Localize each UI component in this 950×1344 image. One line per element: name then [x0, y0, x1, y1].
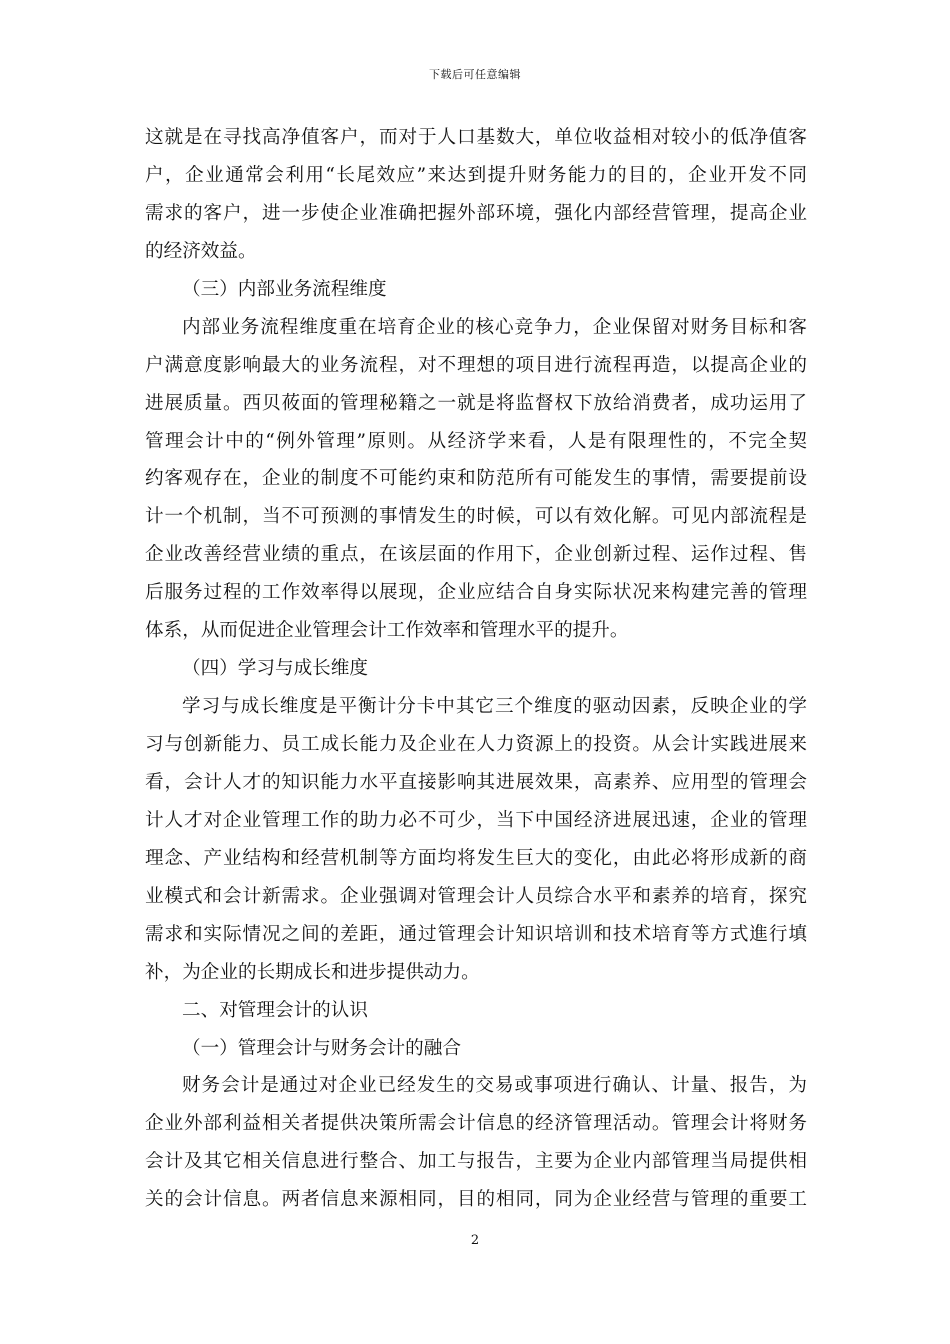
text-line: 约客观存在，企业的制度不可能约束和防范所有可能发生的事情，需要提前设 [145, 468, 807, 490]
text-line: 企业改善经营业绩的重点，在该层面的作用下，企业创新过程、运作过程、售 [145, 544, 807, 566]
text-line: 需求和实际情况之间的差距，通过管理会计知识培训和技术培育等方式進行填 [145, 923, 807, 945]
text-line: 企业外部利益相关者提供决策所需会计信息的经济管理活动。管理会计将财务 [145, 1113, 807, 1135]
page-header: 下载后可任意编辑 [429, 68, 521, 81]
text-line: 后服务过程的工作效率得以展现，企业应结合自身实际状况来构建完善的管理 [145, 582, 807, 604]
text-line: 关的会计信息。两者信息来源相同，目的相同，同为企业经营与管理的重要工 [145, 1189, 807, 1211]
text-line: 财务会计是通过对企业已经发生的交易或事项进行确认、计量、报告，为 [182, 1075, 807, 1097]
section-heading: （四）学习与成长维度 [182, 658, 368, 680]
body-text [145, 119, 807, 1219]
text-line: 习与创新能力、员工成长能力及企业在人力资源上的投资。从会计实践进展来 [145, 734, 807, 755]
text-line: 户，企业通常会利用“长尾效应”来达到提升财务能力的目的，企业开发不同 [145, 164, 807, 186]
text-line: 理念、产业结构和经营机制等方面均将发生巨大的变化，由此必将形成新的商 [145, 847, 807, 869]
section-heading: （三）内部业务流程维度 [182, 278, 387, 300]
text-line: 计人才对企业管理工作的助力必不可少，当下中国经济进展迅速，企业的管理 [145, 809, 807, 831]
text-line: 计一个机制，当不可预测的事情发生的时候，可以有效化解。可见内部流程是 [145, 506, 807, 528]
text-line: 会计及其它相关信息进行整合、加工与报告，主要为企业内部管理当局提供相 [145, 1151, 807, 1173]
text-line: 户满意度影响最大的业务流程，对不理想的项目进行流程再造，以提高企业的 [145, 354, 807, 376]
section-heading: 二、对管理会计的认识 [182, 999, 368, 1021]
section-heading: （一）管理会计与财务会计的融合 [182, 1037, 461, 1059]
page-number: 2 [470, 1233, 480, 1248]
text-line: 这就是在寻找高净值客户，而对于人口基数大，单位收益相对较小的低净值客 [145, 127, 807, 148]
text-line: 进展质量。西贝莜面的管理秘籍之一就是将监督权下放给消费者，成功运用了 [145, 392, 807, 414]
text-line: 业模式和会计新需求。企业强调对管理会计人员综合水平和素养的培育，探究 [145, 885, 807, 907]
text-line: 内部业务流程维度重在培育企业的核心竞争力，企业保留对财务目标和客 [182, 316, 807, 338]
text-line: 管理会计中的“例外管理”原则。从经济学来看，人是有限理性的，不完全契 [145, 430, 807, 452]
text-line: 的经济效益。 [145, 240, 257, 262]
text-line: 看，会计人才的知识能力水平直接影响其进展效果，高素养、应用型的管理会 [145, 771, 807, 793]
text-line: 补，为企业的长期成长和进步提供动力。 [145, 961, 480, 983]
text-line: 学习与成长维度是平衡计分卡中其它三个维度的驱动因素，反映企业的学 [182, 696, 807, 718]
text-line: 需求的客户，进一步使企业准确把握外部环境，强化内部经营管理，提高企业 [145, 202, 807, 224]
text-line: 体系，从而促进企业管理会计工作效率和管理水平的提升。 [145, 620, 629, 642]
